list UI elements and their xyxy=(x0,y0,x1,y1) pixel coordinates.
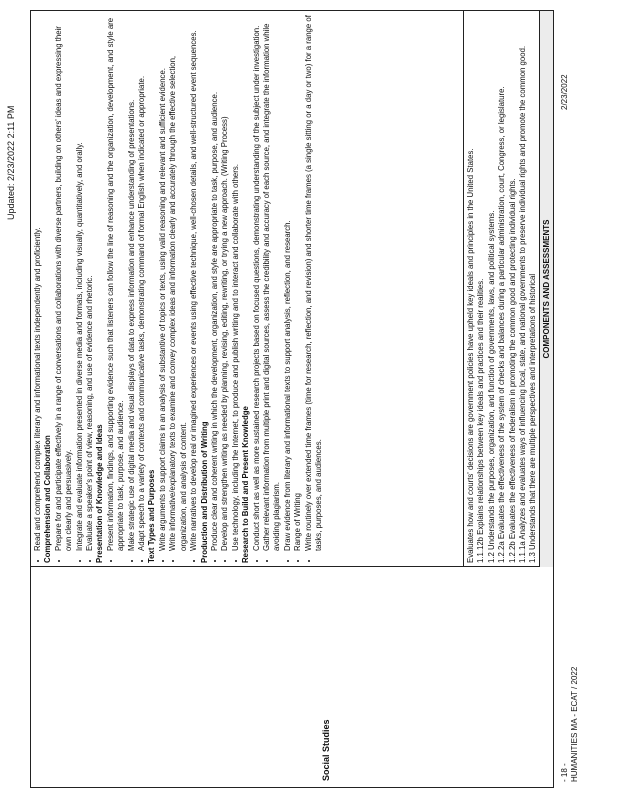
list-item: • Write narratives to develop real or imagined experiences or events using effective technique, well-chosen details, and well-structured event sequences. xyxy=(189,15,199,551)
section-heading: Comprehension and Collaboration xyxy=(43,435,53,563)
ela-standards xyxy=(33,15,324,563)
social-studies-label: Social Studies xyxy=(321,719,331,781)
list-item: • Write routinely over extended time frames (time for research, reflection, and revision) and shorter time frames (a single sitting or a day or two) for a range of tasks, purposes, and audiences. xyxy=(304,15,325,551)
list-item: • Evaluate a speaker's point of view, reasoning, and use of evidence and rhetoric. xyxy=(85,15,95,551)
list-item: • Write arguments to support claims in an analysis of substantive of topics or texts, using valid reasoning and relevant and sufficient evidence. xyxy=(158,15,168,551)
list-item: • Produce clear and coherent writing in which the development, organization, and style are appropriate to task, purpose, and audience. xyxy=(210,15,220,551)
footer-left xyxy=(560,667,580,782)
section-heading: Research to Build and Present Knowledge xyxy=(241,406,251,563)
standards-content xyxy=(31,11,553,567)
standard-line: 1.1.12b Explains relationships between key ideals and practices and their realities. xyxy=(476,278,486,563)
list-item: • Range of Writing xyxy=(293,15,303,551)
social-studies-standards xyxy=(463,11,541,567)
section-heading: Presentation of Knowledge and Ideas xyxy=(95,424,105,563)
standard-line: 1.2.2a Evaluates the effectiveness of the system of checks and balances during a particular administration, court, Congress, or legislature. xyxy=(497,86,507,563)
list-item: • Gather relevant information from multiple print and digital sources, assess the credibility and accuracy of each source, and integrate the information while avoiding plagiarism. xyxy=(262,15,283,551)
standard-line: 1.1.1a Analyzes and evaluates ways of influencing local, state, and national governments to preserve individual rights and promote the common good. xyxy=(518,45,528,563)
list-item: • Present information, findings, and supporting evidence such that listeners can follow the line of reasoning and the organization, development, and style are appropriate to task, purpose, and audience. xyxy=(106,15,127,551)
list-item: • Adapt speech to a variety of contexts and communicative tasks, demonstrating command of formal English when indicated or appropriate. xyxy=(137,15,147,551)
list-item: • Make strategic use of digital media and visual displays of data to express information and enhance understanding of presentations. xyxy=(127,15,137,551)
updated-timestamp: Updated: 2/23/2022 2:11 PM xyxy=(6,105,16,220)
standard-line: 1.2.2b Evaluates the effectiveness of federalism in promoting the common good and protecting individual rights. xyxy=(507,178,517,563)
components-header: COMPONENTS AND ASSESSMENTS xyxy=(539,11,553,567)
list-item: • Write informative/explanatory texts to examine and convey complex ideas and information clearly and accurately through the effective selection, organization, and analysis of content. xyxy=(168,15,189,551)
section-heading: Text Types and Purposes xyxy=(147,469,157,563)
standard-line: Evaluates how and courts' decisions are government policies have upheld key ideals and principles in the United States. xyxy=(466,148,475,563)
page-number: - 18 - xyxy=(560,763,569,782)
document-name: HUMANITIES MA - ECAT / 2022 xyxy=(570,666,579,782)
list-item: • Conduct short as well as more sustained research projects based on focused questions, demonstrating understanding of the subject under investigation. xyxy=(252,15,262,551)
standard-line: 1.3 Understands that there are multiple perspectives and interpretations of historical xyxy=(528,273,538,563)
section-heading: Production and Distribution of Writing xyxy=(199,421,209,563)
list-item: • Use technology, including the Internet, to produce and publish writing and to interact and collaborate with others. xyxy=(231,15,241,551)
subject-column xyxy=(31,566,553,787)
intro-bullet: • Read and comprehend complex literary and informational texts independently and proficiently. xyxy=(33,15,43,551)
standard-line: 1.2 Understands the purposes, organization, and function of governments, laws, and political systems. xyxy=(486,210,496,563)
list-item: • Draw evidence from literary and informational texts to support analysis, reflection, and research. xyxy=(283,15,293,551)
list-item: • Integrate and evaluate information presented in diverse media and formats, including visually, quantitatively, and orally. xyxy=(75,15,85,551)
standards-table xyxy=(30,10,554,788)
list-item: • Prepare for and participate effectively in a range of conversations and collaborations with diverse partners, building on others' ideas and expressing their own clearly and persuasively. xyxy=(54,15,75,551)
footer-date: 2/23/2022 xyxy=(560,74,569,110)
list-item: • Develop and strengthen writing as needed by planning, revising, editing, rewriting, or trying a new approach. (Writing Process) xyxy=(220,15,230,551)
